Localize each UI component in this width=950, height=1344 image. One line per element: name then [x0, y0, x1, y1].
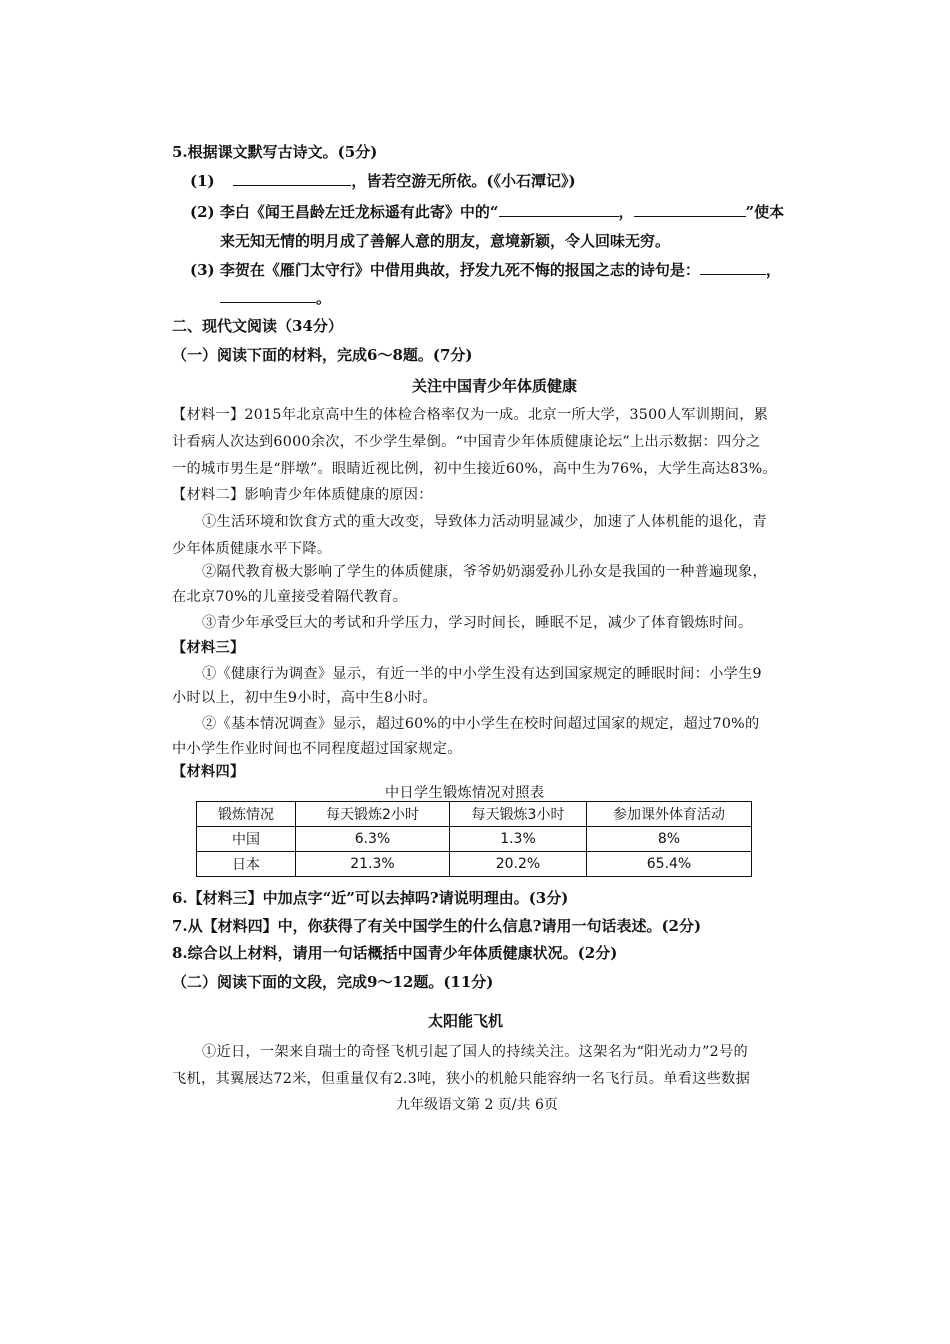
exercise-comparison-table — [196, 801, 752, 877]
table-caption: 中日学生锻炼情况对照表 — [385, 785, 545, 801]
q5-item-2-line2: 来无知无情的明月成了善解人意的朋友，意境新颖，令人回味无穷。 — [220, 232, 671, 250]
period: 。 — [316, 289, 332, 307]
section-heading: 二、现代文阅读（34分） — [172, 317, 343, 335]
subsection-1-heading: （一）阅读下面的材料，完成6～8题。(7分) — [172, 346, 473, 364]
column-header: 参加课外体育活动 — [587, 802, 752, 827]
material-1-line: 一的城市男生是“胖墩”。眼睛近视比例，初中生接近60%，高中生为76%，大学生高达83%。 — [172, 461, 777, 477]
table-cell: 日本 — [197, 852, 296, 877]
q5-item-3-number: (3) — [190, 261, 215, 279]
material-2-item: ②隔代教育极大影响了学生的体质健康，爷爷奶奶溺爱孙儿孙女是我国的一种普遍现象， — [202, 564, 768, 580]
table-cell: 21.3% — [296, 852, 450, 877]
table-header-row — [197, 802, 752, 827]
column-header: 每天锻炼3小时 — [450, 802, 587, 827]
question-6: 6.【材料三】中加点字“近”可以去掉吗?请说明理由。(3分) — [172, 889, 569, 907]
table-row — [197, 827, 752, 852]
material-1-line: 【材料一】2015年北京高中生的体检合格率仅为一成。北京一所大学，3500人军训期间，累 — [172, 407, 769, 423]
comma: ， — [618, 203, 634, 221]
q5-item-3 — [190, 259, 781, 280]
q5-item-3-text: 李贺在《雁门太守行》中借用典故，抒发九死不悔的报国之志的诗句是： — [219, 261, 700, 279]
table-cell: 65.4% — [587, 852, 752, 877]
table-cell: 20.2% — [450, 852, 587, 877]
q5-item-3-line2 — [220, 287, 331, 308]
question-8: 8.综合以上材料，请用一句话概括中国青少年体质健康状况。(2分) — [172, 944, 618, 962]
material-2-item: ③青少年承受巨大的考试和升学压力，学习时间长，睡眠不足，减少了体育锻炼时间。 — [202, 615, 753, 631]
table-cell: 1.3% — [450, 827, 587, 852]
answer-blank[interactable] — [233, 171, 351, 186]
material-2-item: ①生活环境和饮食方式的重大改变，导致体力活动明显减少，加速了人体机能的退化，青 — [202, 514, 768, 530]
q5-item-2-tail: ”使本 — [745, 203, 785, 221]
q5-stem: 5.根据课文默写古诗文。(5分) — [172, 143, 378, 161]
material-2-item: 在北京70%的儿童接受着隔代教育。 — [172, 589, 408, 605]
table-cell: 6.3% — [296, 827, 450, 852]
column-header: 锻炼情况 — [197, 802, 296, 827]
material-3-item: 小时以上，初中生9小时，高中生8小时。 — [172, 690, 437, 706]
material-3-item: ②《基本情况调查》显示，超过60%的中小学生在校时间超过国家的规定，超过70%的 — [202, 716, 760, 732]
column-header: 每天锻炼2小时 — [296, 802, 450, 827]
answer-blank[interactable] — [700, 260, 766, 275]
q5-item-2-text: 李白《闻王昌龄左迁龙标遥有此寄》中的“ — [219, 203, 499, 221]
subsection-2-heading: （二）阅读下面的文段，完成9～12题。(11分) — [172, 973, 494, 991]
question-7: 7.从【材料四】中，你获得了有关中国学生的什么信息?请用一句话表述。(2分) — [172, 917, 702, 935]
article-title: 关注中国青少年体质健康 — [412, 377, 578, 395]
material-2-heading: 【材料二】影响青少年体质健康的原因： — [172, 487, 433, 503]
article-2-title: 太阳能飞机 — [428, 1012, 504, 1030]
table-cell: 8% — [587, 827, 752, 852]
comma: ， — [765, 261, 781, 279]
answer-blank[interactable] — [220, 288, 316, 303]
material-3-heading: 【材料三】 — [172, 640, 245, 656]
table-cell: 中国 — [197, 827, 296, 852]
material-4-heading: 【材料四】 — [172, 764, 245, 780]
answer-blank[interactable] — [634, 202, 746, 217]
material-2-item: 少年体质健康水平下降。 — [172, 541, 332, 557]
article-paragraph-line: 飞机，其翼展达72米，但重量仅有2.3吨，狭小的机舱只能容纳一名飞行员。单看这些数据 — [172, 1071, 751, 1087]
table-row — [197, 852, 752, 877]
q5-item-2-number: (2) — [190, 203, 215, 221]
article-paragraph-line: ①近日，一架来自瑞士的奇怪飞机引起了国人的持续关注。这架名为“阳光动力”2号的 — [202, 1044, 748, 1060]
material-1-line: 计看病人次达到6000余次，不少学生晕倒。“中国青少年体质健康论坛”上出示数据：四分之 — [172, 434, 761, 450]
material-3-item: ①《健康行为调查》显示，有近一半的中小学生没有达到国家规定的睡眠时间：小学生9 — [202, 666, 762, 682]
answer-blank[interactable] — [499, 202, 619, 217]
page-footer: 九年级语文第 2 页/共 6页 — [396, 1097, 558, 1113]
q5-item-2 — [190, 201, 784, 222]
material-3-item: 中小学生作业时间也不同程度超过国家规定。 — [172, 741, 462, 757]
q5-item-1-number: (1) — [190, 172, 215, 190]
q5-item-1 — [190, 170, 576, 191]
q5-item-1-text: ，皆若空游无所依。(《小石潭记》) — [351, 172, 576, 190]
